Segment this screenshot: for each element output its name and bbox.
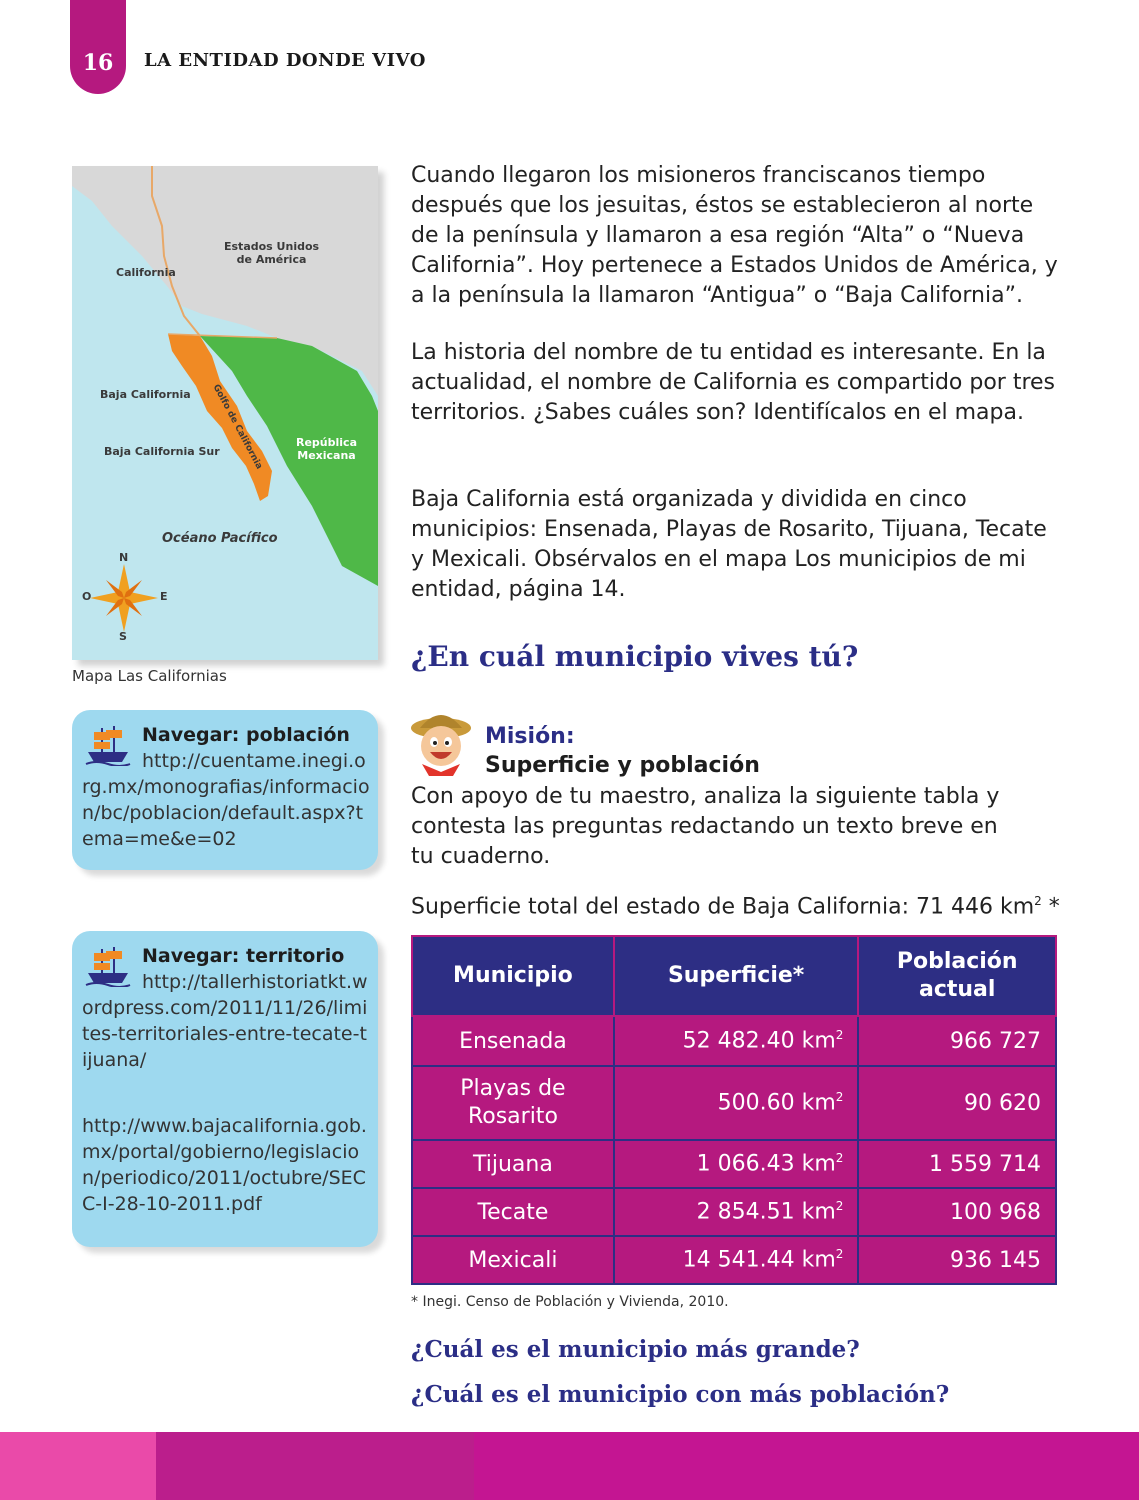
mision-text: Con apoyo de tu maestro, analiza la siguiente tabla y contesta las preguntas redactando un texto breve en tu cuaderno. [411,784,1000,869]
map-label-oceano: Océano Pacífico [162,531,278,546]
map-label-mexico: República Mexicana [296,436,357,462]
compass-e: E [160,590,168,603]
map-las-californias [72,166,378,660]
nav-card-poblacion [72,710,378,870]
table-row [412,1188,1056,1236]
compass-s: S [119,630,127,643]
table-footnote: * Inegi. Censo de Población y Vivienda, 2010. [411,1294,729,1310]
superficie-cell: 2 854.51 $km^2$ [614,1188,859,1236]
municipio-cell: Ensenada [412,1016,614,1066]
paragraph-2: La historia del nombre de tu entidad es interesante. En la actualidad, el nombre de California es compartido por tres territorios. ¿Sabes cuáles son? Identifícalos en el mapa. [411,340,1056,425]
municipios-table [411,935,1057,1285]
superficie-cell: 14 541.44 $km^2$ [614,1236,859,1284]
map-label-baja: Baja California [100,388,191,401]
poblacion-cell: 100 968 [858,1188,1056,1236]
column-header: Población actual [858,936,1056,1016]
municipio-cell: Tijuana [412,1140,614,1188]
superficie-total: Superficie total del estado de Baja California: 71 446 $km^2$ * [411,894,1060,920]
mision-label: Misión: [485,724,575,749]
question-2: ¿Cuál es el municipio con más población? [411,1381,950,1408]
municipio-cell: Playas de Rosarito [412,1066,614,1140]
poblacion-cell: 936 145 [858,1236,1056,1284]
municipio-cell: Tecate [412,1188,614,1236]
superficie-cell: 52 482.40 $km^2$ [614,1016,859,1066]
map-label-golfo: Golfo de California [210,382,264,472]
mision-title: Superficie y población [485,753,760,778]
running-title: LA ENTIDAD DONDE VIVO [144,50,426,71]
page-number: 16 [70,0,126,94]
footer-band-segment [0,1432,156,1500]
map-label-baja-sur: Baja California Sur [104,445,220,458]
footer-band [0,1432,1139,1500]
footer-band-segment [474,1432,1139,1500]
nav-poblacion-title: Navegar: población [142,724,350,746]
compass-o: O [82,590,92,603]
poblacion-cell: 90 620 [858,1066,1056,1140]
nav-poblacion-link[interactable]: http://cuentame.inegi.org.mx/monografias/informacion/bc/poblacion/default.aspx?tema=me&e=02 [82,750,370,850]
question-1: ¿Cuál es el municipio más grande? [411,1336,860,1363]
superficie-cell: 500.60 $km^2$ [614,1066,859,1140]
map-caption: Mapa Las Californias [72,667,227,685]
explorer-mascot-icon [408,706,478,776]
map-label-usa: Estados Unidos de América [224,240,320,266]
table-row [412,1236,1056,1284]
poblacion-cell: 1 559 714 [858,1140,1056,1188]
paragraph-1: Cuando llegaron los misioneros franciscanos tiempo después que los jesuitas, éstos se establecieron al norte de la península y llamaron a esa región “Alta” o “Nueva California”. Hoy pertenece a Estados Unidos de América, y a la península la llamaron “Antigua” o “Baja California”. [411,163,1058,308]
footer-band-segment [156,1432,474,1500]
nav-territorio-link-1[interactable]: http://tallerhistoriatkt.wordpress.com/2011/11/26/limites-territoriales-entre-tecate-tijuana/ [82,971,368,1071]
table-row [412,1016,1056,1066]
column-header: Superficie* [614,936,859,1016]
compass-n: N [119,551,129,564]
map-label-california: California [116,266,176,279]
table-row [412,1140,1056,1188]
nav-territorio-link-2[interactable]: http://www.bajacalifornia.gob.mx/portal/gobierno/legislacion/periodico/2011/octubre/SECC-I-28-10-2011.pdf [82,1115,367,1215]
municipio-cell: Mexicali [412,1236,614,1284]
section-heading: ¿En cuál municipio vives tú? [411,640,859,673]
paragraph-3: Baja California está organizada y dividida en cinco municipios: Ensenada, Playas de Rosarito, Tijuana, Tecate y Mexicali. Obsérvalos en el mapa Los municipios de mi entidad, página 14. [411,487,1047,602]
superficie-cell: 1 066.43 $km^2$ [614,1140,859,1188]
column-header: Municipio [412,936,614,1016]
nav-territorio-title: Navegar: territorio [142,945,345,967]
poblacion-cell: 966 727 [858,1016,1056,1066]
table-row [412,1066,1056,1140]
nav-card-territorio [72,931,378,1247]
